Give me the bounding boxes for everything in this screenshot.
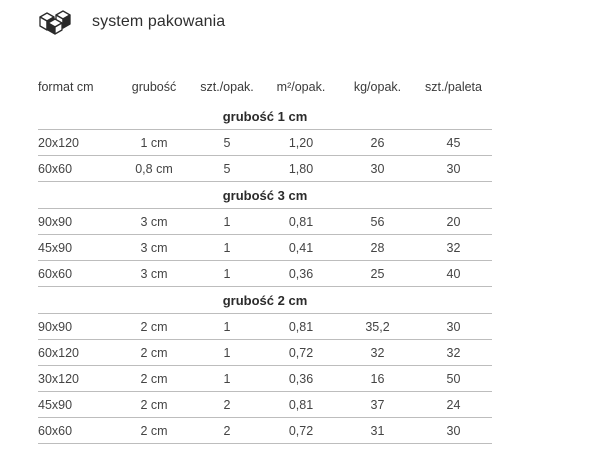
cell-format: 45x90 [38,397,73,412]
cell-thickness: 2 cm [140,371,168,386]
cell-pcs-per-pallet: 45 [446,135,461,150]
cell-kg-per-pack: 28 [370,240,385,255]
cell-kg-per-pack: 30 [370,161,385,176]
cell-thickness: 3 cm [140,240,168,255]
cell-kg-per-pack: 26 [370,135,385,150]
table-row [38,340,492,366]
table-row [38,366,492,392]
section-title: grubość 2 cm [38,287,492,314]
table-row [38,130,492,156]
table-row [38,261,492,287]
cell-format: 60x120 [38,345,80,360]
page-title: system pakowania [92,13,226,30]
table-row [38,235,492,261]
cell-m2-per-pack: 0,72 [288,345,314,360]
table-row [38,418,492,444]
column-header-thickness: grubość [131,80,177,94]
cell-m2-per-pack: 0,81 [288,214,314,229]
cell-format: 20x120 [38,135,80,150]
cell-pcs-per-pallet: 24 [446,397,461,412]
cell-kg-per-pack: 37 [370,397,385,412]
table-row [38,156,492,182]
cell-format: 60x60 [38,161,73,176]
packaging-table [38,74,492,444]
section-title: grubość 3 cm [38,182,492,209]
cell-thickness: 1 cm [140,135,168,150]
cell-kg-per-pack: 56 [370,214,385,229]
cell-pcs-per-pack: 2 [223,397,231,412]
cell-pcs-per-pack: 1 [223,319,231,334]
cell-pcs-per-pallet: 30 [446,319,461,334]
cell-thickness: 2 cm [140,423,168,438]
cell-format: 30x120 [38,371,80,386]
cell-format: 45x90 [38,240,73,255]
table-row [38,209,492,235]
cell-format: 90x90 [38,214,73,229]
column-header-pcs-per-pallet: szt./paleta [425,80,482,94]
table-row [38,392,492,418]
column-header-format: format cm [38,80,94,94]
column-header-m2-per-pack: m²/opak. [276,80,326,94]
cell-format: 90x90 [38,319,73,334]
cell-m2-per-pack: 0,36 [288,371,314,386]
cell-m2-per-pack: 0,81 [288,397,314,412]
cell-m2-per-pack: 0,36 [288,266,314,281]
table-header-row [38,74,492,100]
cell-pcs-per-pack: 1 [223,240,231,255]
cell-kg-per-pack: 25 [370,266,385,281]
cell-pcs-per-pallet: 20 [446,214,461,229]
boxes-icon [38,9,72,35]
cell-pcs-per-pack: 2 [223,423,231,438]
column-header-kg-per-pack: kg/opak. [353,80,402,94]
cell-pcs-per-pallet: 32 [446,240,461,255]
cell-pcs-per-pallet: 40 [446,266,461,281]
cell-m2-per-pack: 0,41 [288,240,314,255]
cell-m2-per-pack: 0,72 [288,423,314,438]
cell-m2-per-pack: 1,80 [288,161,314,176]
cell-thickness: 0,8 cm [135,161,173,176]
cell-format: 60x60 [38,423,73,438]
cell-kg-per-pack: 31 [370,423,385,438]
cell-pcs-per-pack: 5 [223,135,231,150]
cell-format: 60x60 [38,266,73,281]
cell-thickness: 2 cm [140,345,168,360]
header [38,8,225,36]
cell-pcs-per-pack: 1 [223,345,231,360]
cell-pcs-per-pallet: 32 [446,345,461,360]
cell-thickness: 3 cm [140,214,168,229]
cell-pcs-per-pack: 1 [223,371,231,386]
cell-thickness: 2 cm [140,319,168,334]
cell-kg-per-pack: 35,2 [365,319,390,334]
section-title: grubość 1 cm [38,103,492,130]
table-row [38,314,492,340]
cell-kg-per-pack: 16 [370,371,385,386]
cell-m2-per-pack: 1,20 [288,135,314,150]
cell-thickness: 2 cm [140,397,168,412]
cell-pcs-per-pallet: 50 [446,371,461,386]
cell-kg-per-pack: 32 [370,345,385,360]
cell-pcs-per-pallet: 30 [446,161,461,176]
cell-pcs-per-pack: 5 [223,161,231,176]
cell-pcs-per-pack: 1 [223,214,231,229]
cell-thickness: 3 cm [140,266,168,281]
cell-pcs-per-pack: 1 [223,266,231,281]
column-header-pcs-per-pack: szt./opak. [200,80,254,94]
cell-m2-per-pack: 0,81 [288,319,314,334]
cell-pcs-per-pallet: 30 [446,423,461,438]
